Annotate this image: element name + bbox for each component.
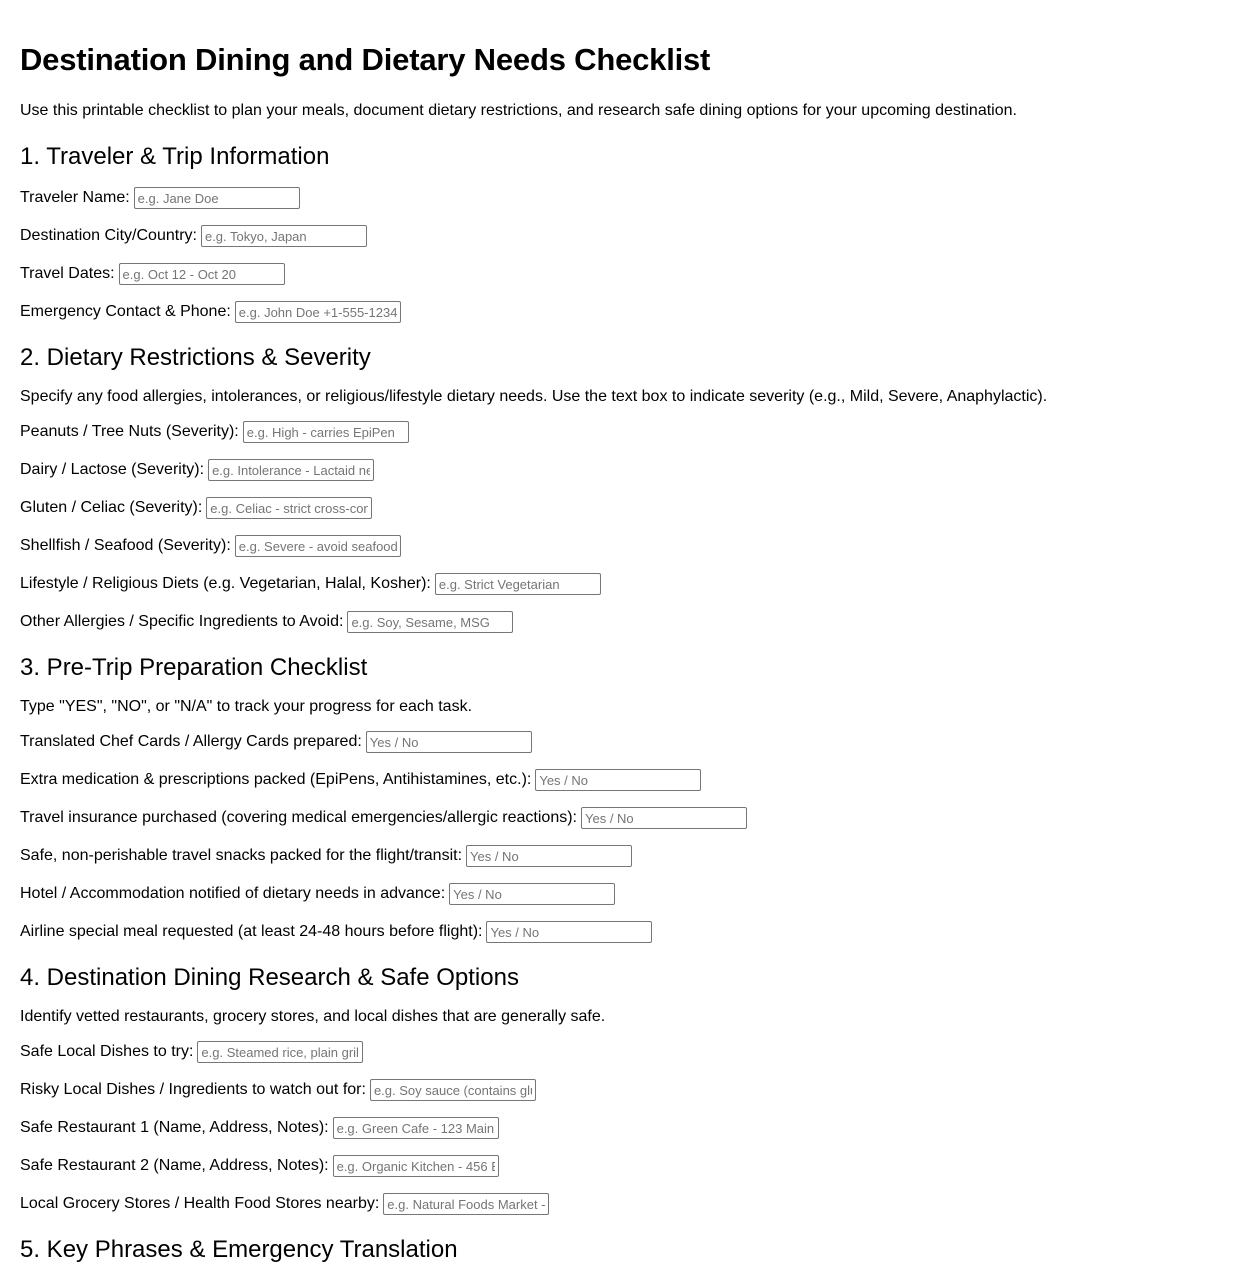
section-key-phrases xyxy=(20,1236,1227,1264)
field-label: Risky Local Dishes / Ingredients to watch out for: xyxy=(20,1081,366,1098)
field-row xyxy=(20,611,1227,633)
travel-dates-input[interactable] xyxy=(119,263,285,285)
dairy-severity-input[interactable] xyxy=(208,459,374,481)
travel-snacks-input[interactable] xyxy=(466,845,632,867)
destination-input[interactable] xyxy=(201,225,367,247)
safe-restaurant-1-input[interactable] xyxy=(333,1117,499,1139)
travel-insurance-input[interactable] xyxy=(581,807,747,829)
field-row xyxy=(20,845,1227,867)
page-title: Destination Dining and Dietary Needs Checklist xyxy=(20,42,711,77)
field-row xyxy=(20,1079,1227,1101)
section-dining-research xyxy=(20,964,1227,1215)
hotel-notified-input[interactable] xyxy=(449,883,615,905)
field-label: Airline special meal requested (at least 24-48 hours before flight): xyxy=(20,923,483,940)
safe-restaurant-2-input[interactable] xyxy=(333,1155,499,1177)
grocery-stores-input[interactable] xyxy=(383,1193,549,1215)
field-label: Extra medication & prescriptions packed (EpiPens, Antihistamines, etc.): xyxy=(20,771,532,788)
field-label: Dairy / Lactose (Severity): xyxy=(20,461,205,478)
field-row xyxy=(20,1117,1227,1139)
section-description: Specify any food allergies, intolerances, or religious/lifestyle dietary needs. Use the text box to indicate severity (e.g., Mild, Severe, Anaphylactic). xyxy=(20,388,1048,405)
field-label: Destination City/Country: xyxy=(20,227,197,244)
field-label: Safe Restaurant 2 (Name, Address, Notes): xyxy=(20,1157,329,1174)
field-row xyxy=(20,421,1227,443)
safe-dishes-input[interactable] xyxy=(197,1041,363,1063)
field-label: Travel Dates: xyxy=(20,265,115,282)
field-label: Lifestyle / Religious Diets (e.g. Vegetarian, Halal, Kosher): xyxy=(20,575,431,592)
field-row xyxy=(20,535,1227,557)
field-row xyxy=(20,769,1227,791)
field-label: Emergency Contact & Phone: xyxy=(20,303,231,320)
field-label: Shellfish / Seafood (Severity): xyxy=(20,537,231,554)
field-label: Translated Chef Cards / Allergy Cards prepared: xyxy=(20,733,362,750)
section-description: Type "YES", "NO", or "N/A" to track your progress for each task. xyxy=(20,698,473,715)
section-pre-trip-checklist xyxy=(20,654,1227,943)
field-row xyxy=(20,263,1227,285)
gluten-severity-input[interactable] xyxy=(206,497,372,519)
traveler-name-input[interactable] xyxy=(134,187,300,209)
section-description: Identify vetted restaurants, grocery stores, and local dishes that are generally safe. xyxy=(20,1008,606,1025)
field-label: Peanuts / Tree Nuts (Severity): xyxy=(20,423,239,440)
field-row xyxy=(20,459,1227,481)
field-row xyxy=(20,807,1227,829)
lifestyle-diet-input[interactable] xyxy=(435,573,601,595)
section-heading: 4. Destination Dining Research & Safe Options xyxy=(20,964,519,991)
section-heading: 1. Traveler & Trip Information xyxy=(20,143,330,170)
field-row xyxy=(20,1193,1227,1215)
field-row xyxy=(20,187,1227,209)
section-dietary-restrictions xyxy=(20,344,1227,633)
section-heading: 3. Pre-Trip Preparation Checklist xyxy=(20,654,368,681)
section-heading: 2. Dietary Restrictions & Severity xyxy=(20,344,371,371)
shellfish-severity-input[interactable] xyxy=(235,535,401,557)
field-label: Safe Local Dishes to try: xyxy=(20,1043,194,1060)
field-label: Traveler Name: xyxy=(20,189,130,206)
field-label: Gluten / Celiac (Severity): xyxy=(20,499,203,516)
field-label: Local Grocery Stores / Health Food Stores nearby: xyxy=(20,1195,380,1212)
field-row xyxy=(20,573,1227,595)
chef-cards-input[interactable] xyxy=(366,731,532,753)
field-label: Travel insurance purchased (covering medical emergencies/allergic reactions): xyxy=(20,809,577,826)
field-row xyxy=(20,225,1227,247)
section-heading: 5. Key Phrases & Emergency Translation xyxy=(20,1236,458,1263)
page-intro: Use this printable checklist to plan your meals, document dietary restrictions, and research safe dining options for your upcoming destination. xyxy=(20,102,1017,119)
field-row xyxy=(20,883,1227,905)
field-row xyxy=(20,1041,1227,1063)
field-label: Other Allergies / Specific Ingredients to Avoid: xyxy=(20,613,344,630)
field-row xyxy=(20,921,1227,943)
field-label: Safe, non-perishable travel snacks packed for the flight/transit: xyxy=(20,847,463,864)
emergency-contact-input[interactable] xyxy=(235,301,401,323)
field-row xyxy=(20,497,1227,519)
field-label: Safe Restaurant 1 (Name, Address, Notes): xyxy=(20,1119,329,1136)
risky-dishes-input[interactable] xyxy=(370,1079,536,1101)
field-row xyxy=(20,731,1227,753)
medication-input[interactable] xyxy=(535,769,701,791)
airline-meal-input[interactable] xyxy=(486,921,652,943)
peanuts-severity-input[interactable] xyxy=(243,421,409,443)
field-row xyxy=(20,1155,1227,1177)
other-allergies-input[interactable] xyxy=(347,611,513,633)
field-row xyxy=(20,301,1227,323)
field-label: Hotel / Accommodation notified of dietary needs in advance: xyxy=(20,885,446,902)
section-trip-info xyxy=(20,143,1227,323)
